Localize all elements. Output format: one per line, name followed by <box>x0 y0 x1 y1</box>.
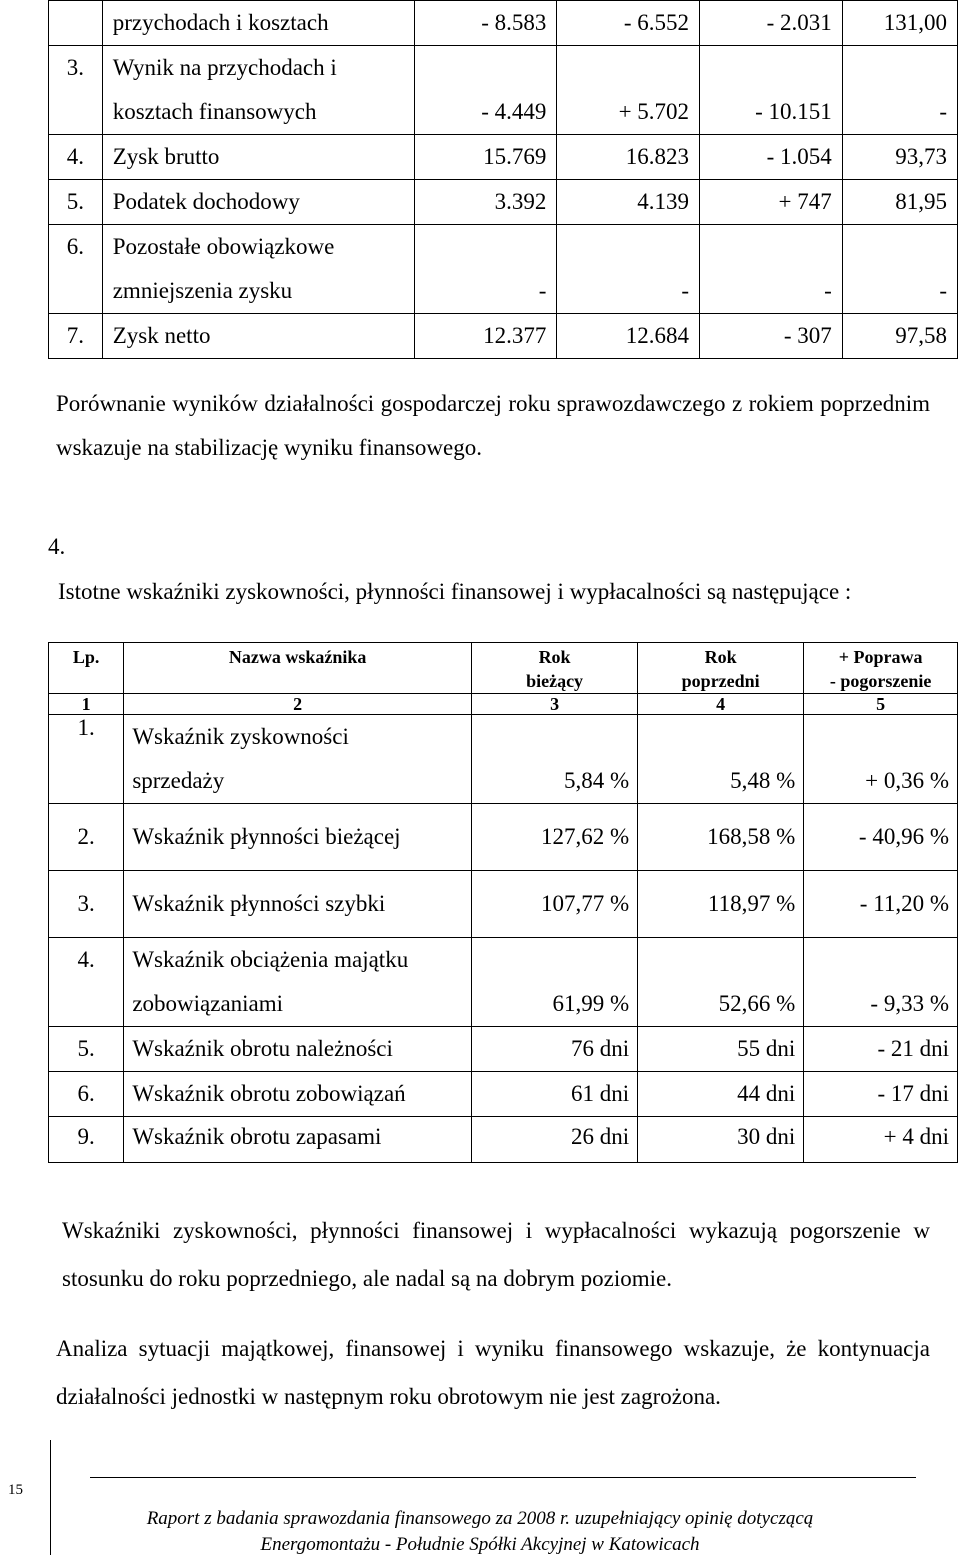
table-row <box>49 804 958 871</box>
cell-value: 4.139 <box>557 180 700 225</box>
cell-value: - <box>557 225 700 314</box>
comparison-paragraph: Porównanie wyników działalności gospodarczej roku sprawozdawczego z rokiem poprzednim wskazuje na stabilizację wyniku finansowego. <box>56 391 930 460</box>
row-number-text: 1. <box>77 715 95 740</box>
indicators-table <box>48 642 958 1163</box>
header-line: poprzedni <box>681 671 760 691</box>
cell-text: + 0,36 % <box>865 768 949 793</box>
row-label-line: kosztach finansowych <box>112 99 317 124</box>
cell-value: 3.392 <box>414 180 557 225</box>
column-number: 1 <box>49 694 124 715</box>
cell-value: 12.377 <box>414 314 557 359</box>
row-label <box>124 938 472 1027</box>
table-row <box>49 871 958 938</box>
indicators-conclusion-paragraph: Wskaźniki zyskowności, płynności finansowej i wypłacalności wykazują pogorszenie w stosunku do roku poprzedniego, ale nadal są na dobrym poziomie. <box>62 1218 930 1291</box>
header-line: + Poprawa <box>838 647 923 667</box>
row-number: 3. <box>49 871 124 938</box>
table-row <box>49 715 958 804</box>
table-row <box>49 938 958 1027</box>
row-label-line: Zysk brutto <box>112 144 220 169</box>
cell-value: - 2.031 <box>700 1 843 46</box>
cell-value: 16.823 <box>557 135 700 180</box>
cell-value: - 4.449 <box>414 46 557 135</box>
row-number-text: 3. <box>66 55 84 80</box>
cell-value: - 1.054 <box>700 135 843 180</box>
row-label: Wskaźnik obrotu zobowiązań <box>124 1072 472 1117</box>
column-number: 2 <box>124 694 472 715</box>
column-header-previous <box>638 643 804 694</box>
cell-text: 52,66 % <box>718 991 796 1016</box>
column-number: 3 <box>472 694 638 715</box>
header-line: - pogorszenie <box>829 671 932 691</box>
page-number: 15 <box>8 1482 23 1498</box>
row-label: Wskaźnik obrotu należności <box>124 1027 472 1072</box>
table-row <box>49 1 958 46</box>
column-header-current <box>472 643 638 694</box>
row-number-text: 6. <box>66 234 84 259</box>
cell-value: + 5.702 <box>557 46 700 135</box>
cell-value: 81,95 <box>842 180 957 225</box>
table-row <box>49 46 958 135</box>
column-header-lp: Lp. <box>49 643 124 694</box>
cell-value: - <box>842 46 957 135</box>
column-header-change <box>804 643 958 694</box>
row-label-line: sprzedaży <box>132 768 225 793</box>
row-number <box>49 46 103 135</box>
cell-value: - 6.552 <box>557 1 700 46</box>
row-label-line: Podatek dochodowy <box>112 189 300 214</box>
row-number <box>49 1 103 46</box>
financial-results-table <box>48 0 958 359</box>
column-header-name: Nazwa wskaźnika <box>124 643 472 694</box>
row-label <box>102 1 414 46</box>
row-label-line: przychodach i kosztach <box>112 10 329 35</box>
row-label <box>102 46 414 135</box>
cell-previous: 30 dni <box>638 1117 804 1163</box>
row-label <box>124 715 472 804</box>
cell-text: 5,48 % <box>730 768 796 793</box>
section-number: 4. <box>48 534 66 559</box>
cell-value: + 747 <box>700 180 843 225</box>
row-label <box>102 314 414 359</box>
cell-value: - 307 <box>700 314 843 359</box>
cell-change <box>804 938 958 1027</box>
row-label: Wskaźnik obrotu zapasami <box>124 1117 472 1163</box>
row-number-text: 4. <box>77 947 95 972</box>
row-label-line: zobowiązaniami <box>132 991 284 1016</box>
footer-line: Energomontażu - Południe Spółki Akcyjnej w Katowicach <box>260 1534 700 1555</box>
cell-value: 15.769 <box>414 135 557 180</box>
table-row <box>49 314 958 359</box>
row-number: 2. <box>49 804 124 871</box>
column-number: 5 <box>804 694 958 715</box>
cell-previous: 44 dni <box>638 1072 804 1117</box>
table-row <box>49 135 958 180</box>
table-header-row <box>49 643 958 694</box>
row-label-line: Wynik na przychodach i <box>112 55 337 80</box>
page-footer <box>60 1506 900 1558</box>
cell-change: - 17 dni <box>804 1072 958 1117</box>
table-row <box>49 1072 958 1117</box>
table-row <box>49 225 958 314</box>
row-label-line: zmniejszenia zysku <box>112 278 293 303</box>
cell-current: 107,77 % <box>472 871 638 938</box>
cell-value: - <box>414 225 557 314</box>
cell-value: 131,00 <box>842 1 957 46</box>
cell-value: - 8.583 <box>414 1 557 46</box>
footer-line: Raport z badania sprawozdania finansowego za 2008 r. uzupełniający opinię dotyczącą <box>146 1508 814 1529</box>
row-number: 4. <box>49 135 103 180</box>
cell-text: - 9,33 % <box>870 991 949 1016</box>
header-line: Rok <box>704 647 737 667</box>
cell-previous <box>638 715 804 804</box>
column-number: 4 <box>638 694 804 715</box>
cell-change: - 11,20 % <box>804 871 958 938</box>
row-label-line: Wskaźnik obciążenia majątku <box>132 947 409 972</box>
row-label-line: Pozostałe obowiązkowe <box>112 234 335 259</box>
row-label: Wskaźnik płynności bieżącej <box>124 804 472 871</box>
cell-current <box>472 938 638 1027</box>
row-label-line: Zysk netto <box>112 323 211 348</box>
row-label <box>102 135 414 180</box>
cell-text: 5,84 % <box>563 768 630 793</box>
cell-text: 61,99 % <box>552 991 630 1016</box>
cell-change: - 40,96 % <box>804 804 958 871</box>
row-number: 9. <box>49 1117 124 1163</box>
row-number: 6. <box>49 1072 124 1117</box>
cell-previous <box>638 938 804 1027</box>
row-number <box>49 938 124 1027</box>
cell-previous: 55 dni <box>638 1027 804 1072</box>
cell-current: 26 dni <box>472 1117 638 1163</box>
cell-value: - 10.151 <box>700 46 843 135</box>
cell-previous: 168,58 % <box>638 804 804 871</box>
row-number <box>49 225 103 314</box>
header-line: bieżący <box>526 671 584 691</box>
row-label-line: Wskaźnik zyskowności <box>132 724 349 749</box>
cell-value: - <box>842 225 957 314</box>
cell-current: 76 dni <box>472 1027 638 1072</box>
row-number <box>49 715 124 804</box>
cell-current: 127,62 % <box>472 804 638 871</box>
row-number: 5. <box>49 180 103 225</box>
row-number: 7. <box>49 314 103 359</box>
cell-change: + 4 dni <box>804 1117 958 1163</box>
row-number: 5. <box>49 1027 124 1072</box>
cell-value: 12.684 <box>557 314 700 359</box>
table-row <box>49 1117 958 1163</box>
cell-value: - <box>700 225 843 314</box>
section-title-text <box>58 524 928 614</box>
going-concern-paragraph: Analiza sytuacji majątkowej, finansowej i wyniku finansowego wskazuje, że kontynuacja działalności jednostki w następnym roku obrotowym nie jest zagrożona. <box>56 1336 930 1409</box>
cell-change <box>804 715 958 804</box>
row-label <box>102 180 414 225</box>
section-title <box>58 524 928 614</box>
cell-current: 61 dni <box>472 1072 638 1117</box>
row-label: Wskaźnik płynności szybki <box>124 871 472 938</box>
row-label <box>102 225 414 314</box>
footer-divider <box>90 1477 916 1478</box>
table-row <box>49 1027 958 1072</box>
header-line: Rok <box>538 647 571 667</box>
column-number-row <box>49 694 958 715</box>
section-title-content: Istotne wskaźniki zyskowności, płynności finansowej i wypłacalności są następujące : <box>58 579 852 604</box>
cell-current <box>472 715 638 804</box>
table-row <box>49 180 958 225</box>
cell-value: 93,73 <box>842 135 957 180</box>
cell-value: 97,58 <box>842 314 957 359</box>
cell-previous: 118,97 % <box>638 871 804 938</box>
cell-change: - 21 dni <box>804 1027 958 1072</box>
